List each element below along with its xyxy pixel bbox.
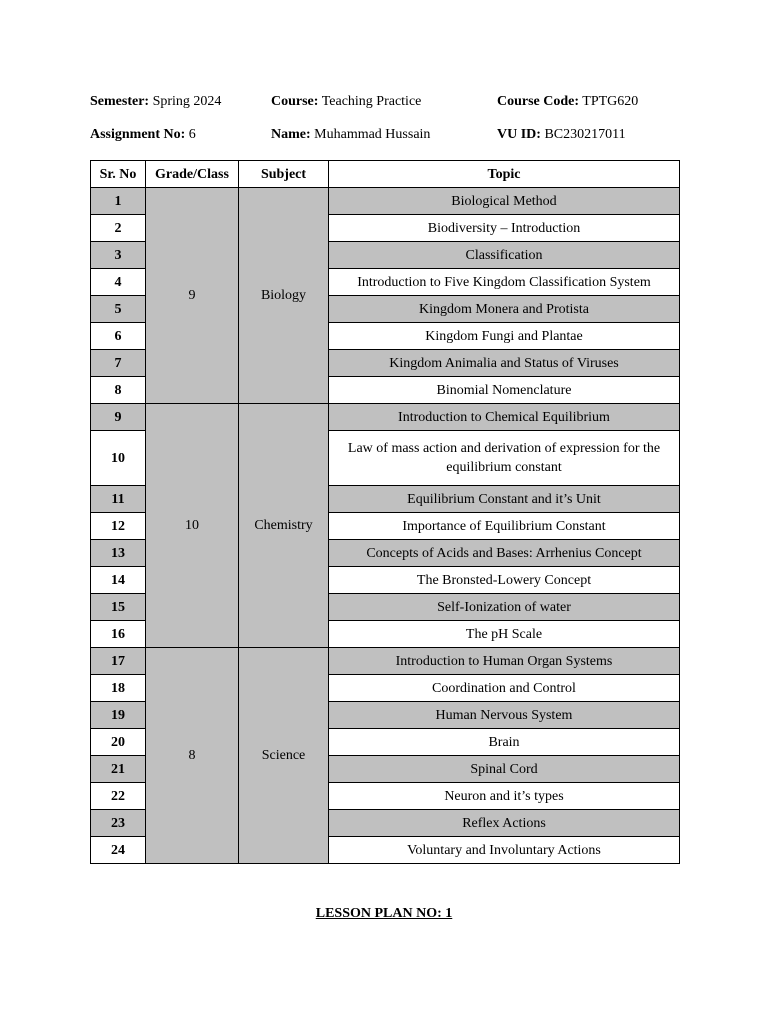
sr-no-cell: 9 <box>91 404 146 431</box>
sr-no-cell: 18 <box>91 675 146 702</box>
vuid-value: BC230217011 <box>544 127 626 142</box>
table-row <box>91 404 680 431</box>
grade-class-cell: 8 <box>146 648 239 864</box>
name-field <box>271 127 430 143</box>
vuid-label: VU ID: <box>497 127 541 142</box>
topic-cell: Concepts of Acids and Bases: Arrhenius Concept <box>329 540 680 567</box>
topic-cell: Biological Method <box>329 188 680 215</box>
topic-cell: Classification <box>329 242 680 269</box>
assignment-value: 6 <box>188 127 196 142</box>
sr-no-cell: 15 <box>91 594 146 621</box>
topic-cell: Kingdom Fungi and Plantae <box>329 323 680 350</box>
table-row <box>91 188 680 215</box>
topic-cell: Brain <box>329 729 680 756</box>
sr-no-cell: 23 <box>91 810 146 837</box>
semester-label: Semester: <box>90 94 150 109</box>
topic-cell: Coordination and Control <box>329 675 680 702</box>
sr-no-cell: 19 <box>91 702 146 729</box>
sr-no-cell: 12 <box>91 513 146 540</box>
course-code-field <box>497 94 638 110</box>
column-header-subject: Subject <box>239 161 329 188</box>
semester-value: Spring 2024 <box>152 94 222 109</box>
table-header-row <box>91 161 680 188</box>
topic-cell: Law of mass action and derivation of expression for the equilibrium constant <box>329 431 680 486</box>
topic-cell: Introduction to Five Kingdom Classification System <box>329 269 680 296</box>
course-field <box>271 94 421 110</box>
column-header-topic: Topic <box>329 161 680 188</box>
topic-cell: The pH Scale <box>329 621 680 648</box>
course-value: Teaching Practice <box>321 94 422 109</box>
topic-cell: Binomial Nomenclature <box>329 377 680 404</box>
name-value: Muhammad Hussain <box>314 127 431 142</box>
assignment-field <box>90 127 196 143</box>
column-header-grade-class: Grade/Class <box>146 161 239 188</box>
course-code-value: TPTG620 <box>582 94 639 109</box>
topic-cell: The Bronsted-Lowery Concept <box>329 567 680 594</box>
topic-cell: Self-Ionization of water <box>329 594 680 621</box>
subject-cell: Chemistry <box>239 404 329 648</box>
topic-cell: Voluntary and Involuntary Actions <box>329 837 680 864</box>
subject-cell: Science <box>239 648 329 864</box>
topic-cell: Kingdom Animalia and Status of Viruses <box>329 350 680 377</box>
sr-no-cell: 4 <box>91 269 146 296</box>
sr-no-cell: 2 <box>91 215 146 242</box>
grade-class-cell: 9 <box>146 188 239 404</box>
lesson-plan-title: LESSON PLAN NO: 1 <box>315 906 453 921</box>
topic-cell: Biodiversity – Introduction <box>329 215 680 242</box>
lesson-plan-table <box>90 160 680 864</box>
column-header-sr-no: Sr. No <box>91 161 146 188</box>
table-row <box>91 648 680 675</box>
topic-cell: Importance of Equilibrium Constant <box>329 513 680 540</box>
topic-cell: Reflex Actions <box>329 810 680 837</box>
sr-no-cell: 13 <box>91 540 146 567</box>
sr-no-cell: 10 <box>91 431 146 486</box>
sr-no-cell: 24 <box>91 837 146 864</box>
topic-cell: Introduction to Human Organ Systems <box>329 648 680 675</box>
sr-no-cell: 17 <box>91 648 146 675</box>
course-code-label: Course Code: <box>497 94 580 109</box>
sr-no-cell: 20 <box>91 729 146 756</box>
sr-no-cell: 14 <box>91 567 146 594</box>
sr-no-cell: 1 <box>91 188 146 215</box>
vuid-field <box>497 127 626 143</box>
assignment-label: Assignment No: <box>90 127 186 142</box>
subject-cell: Biology <box>239 188 329 404</box>
topic-cell: Equilibrium Constant and it’s Unit <box>329 486 680 513</box>
course-label: Course: <box>271 94 319 109</box>
sr-no-cell: 22 <box>91 783 146 810</box>
topic-cell: Spinal Cord <box>329 756 680 783</box>
topic-cell: Introduction to Chemical Equilibrium <box>329 404 680 431</box>
semester-field <box>90 94 221 110</box>
name-label: Name: <box>271 127 311 142</box>
topic-cell: Neuron and it’s types <box>329 783 680 810</box>
topic-cell: Kingdom Monera and Protista <box>329 296 680 323</box>
sr-no-cell: 8 <box>91 377 146 404</box>
sr-no-cell: 11 <box>91 486 146 513</box>
grade-class-cell: 10 <box>146 404 239 648</box>
sr-no-cell: 16 <box>91 621 146 648</box>
topic-cell: Human Nervous System <box>329 702 680 729</box>
sr-no-cell: 5 <box>91 296 146 323</box>
sr-no-cell: 7 <box>91 350 146 377</box>
sr-no-cell: 6 <box>91 323 146 350</box>
sr-no-cell: 21 <box>91 756 146 783</box>
sr-no-cell: 3 <box>91 242 146 269</box>
